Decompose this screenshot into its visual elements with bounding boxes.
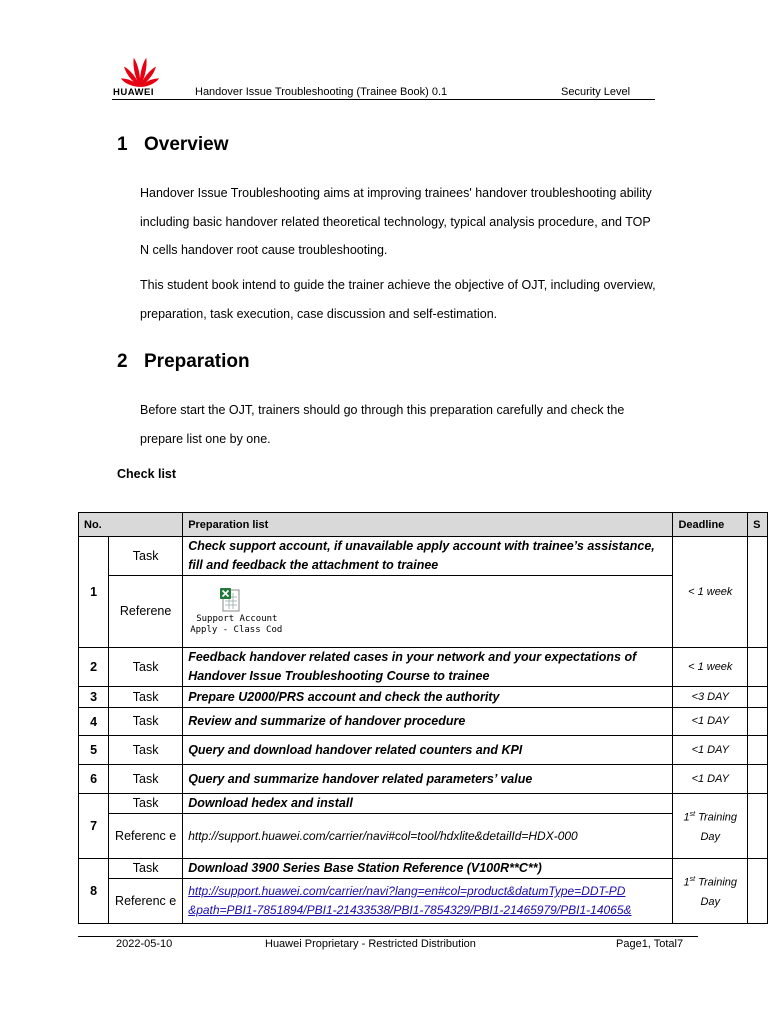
deadline-label: Training Day: [695, 811, 738, 843]
row-status: [748, 859, 768, 924]
attachment-filename-line-1: Support Account: [196, 613, 278, 624]
attachment-filename: [190, 614, 282, 636]
overview-paragraph-2: This student book intend to guide the trainer achieve the objective of OJT, including overview, preparation, task execution, case discussion and self-estimation.: [140, 278, 656, 321]
section-1-number: 1: [117, 134, 128, 155]
row-number: 3: [79, 687, 109, 708]
row-number: 5: [79, 736, 109, 765]
row-deadline: [673, 859, 748, 924]
deadline-label: Training Day: [695, 876, 738, 908]
row-type: Task: [109, 794, 183, 814]
preparation-paragraph: Before start the OJT, trainers should go through this preparation carefully and check the prepare list one by one.: [140, 403, 625, 446]
col-header-no: No.: [79, 513, 183, 537]
footer-page-number: Page1, Total7: [616, 938, 684, 950]
col-header-deadline: Deadline: [673, 513, 748, 537]
reference-link-line-2[interactable]: &path=PBI1-7851894/PBI1-21433538/PBI1-7854329/PBI1-21465979/PBI1-14065&: [188, 903, 632, 917]
row-deadline: < 1 week: [673, 537, 748, 648]
row-task: Query and summarize handover related parameters’ value: [183, 765, 673, 794]
table-header-row: [79, 513, 768, 537]
row-type: Task: [109, 859, 183, 879]
row-status: [748, 687, 768, 708]
row-task: Query and download handover related counters and KPI: [183, 736, 673, 765]
row-task: Download hedex and install: [183, 794, 673, 814]
attachment[interactable]: [188, 588, 667, 636]
row-number: 8: [79, 859, 109, 924]
checklist-table: [78, 512, 768, 924]
row-task: Prepare U2000/PRS account and check the authority: [183, 687, 673, 708]
row-number: 2: [79, 648, 109, 687]
col-header-status: S: [748, 513, 768, 537]
row-type: Task: [109, 708, 183, 736]
row-deadline: <1 DAY: [673, 736, 748, 765]
table-row: [79, 576, 768, 648]
checklist-heading: Check list: [117, 467, 177, 481]
deadline-ordinal: st: [689, 811, 696, 819]
row-deadline: <1 DAY: [673, 708, 748, 736]
row-deadline: < 1 week: [673, 648, 748, 687]
row-type: Task: [109, 736, 183, 765]
row-status: [748, 708, 768, 736]
row-status: [748, 765, 768, 794]
row-status: [748, 794, 768, 859]
header-doc-title: Handover Issue Troubleshooting (Trainee Book) 0.1: [195, 86, 448, 98]
footer-date: 2022-05-10: [116, 938, 173, 950]
section-2-heading: [117, 351, 250, 373]
row-type: Referene: [109, 576, 183, 648]
col-header-preparation-list: Preparation list: [183, 513, 673, 537]
header-security-level: Security Level: [561, 86, 631, 98]
table-row: [79, 879, 768, 924]
row-task: Download 3900 Series Base Station Reference (V100R**C**): [183, 859, 673, 879]
row-status: [748, 537, 768, 648]
row-task: Feedback handover related cases in your network and your expectations of Handover Issue Troubleshooting Course to trainee: [183, 648, 673, 687]
table-row: [79, 708, 768, 736]
row-task: Review and summarize of handover procedure: [183, 708, 673, 736]
row-number: 6: [79, 765, 109, 794]
section-1-heading: [117, 134, 229, 156]
reference-link-line-1[interactable]: http://support.huawei.com/carrier/navi?lang=en#col=product&datumType=DDT-PD: [188, 884, 626, 898]
row-type: Task: [109, 687, 183, 708]
table-row: [79, 765, 768, 794]
section-2-number: 2: [117, 351, 128, 372]
table-row: [79, 859, 768, 879]
row-number: 1: [79, 537, 109, 648]
row-type: Task: [109, 537, 183, 576]
logo-wordmark: HUAWEI: [113, 87, 154, 98]
row-reference-url: http://support.huawei.com/carrier/navi#col=tool/hdxlite&detailId=HDX-000: [183, 814, 673, 859]
row-reference: [183, 576, 673, 648]
row-type: Task: [109, 648, 183, 687]
table-row: [79, 648, 768, 687]
excel-file-icon[interactable]: [220, 588, 246, 614]
row-number: 7: [79, 794, 109, 859]
row-type: Referenc e: [109, 814, 183, 859]
row-type: Referenc e: [109, 879, 183, 924]
table-row: [79, 687, 768, 708]
row-type: Task: [109, 765, 183, 794]
table-row: [79, 814, 768, 859]
table-row: [79, 736, 768, 765]
row-reference-link: [183, 879, 673, 924]
deadline-day-number: 1: [683, 876, 690, 889]
deadline-day-number: 1: [683, 811, 690, 824]
deadline-ordinal: st: [689, 876, 696, 884]
table-row: [79, 537, 768, 576]
row-deadline: [673, 794, 748, 859]
row-task: Check support account, if unavailable apply account with trainee’s assistance, fill and feedback the attachment to trainee: [183, 537, 673, 576]
overview-paragraph-1: Handover Issue Troubleshooting aims at improving trainees' handover troubleshooting ability including basic handover related theoretical technology, typical analysis procedure, and TOP N cells handover root cause troubleshooting.: [140, 186, 652, 257]
header-divider: [112, 99, 655, 100]
row-deadline: <3 DAY: [673, 687, 748, 708]
attachment-filename-line-2: Apply - Class Cod: [190, 624, 283, 635]
row-status: [748, 736, 768, 765]
section-1-title: Overview: [144, 134, 229, 155]
footer-divider: [78, 936, 698, 937]
row-number: 4: [79, 708, 109, 736]
footer-distribution: Huawei Proprietary - Restricted Distribution: [265, 938, 476, 950]
row-status: [748, 648, 768, 687]
section-2-title: Preparation: [144, 351, 250, 372]
row-deadline: <1 DAY: [673, 765, 748, 794]
table-row: [79, 794, 768, 814]
